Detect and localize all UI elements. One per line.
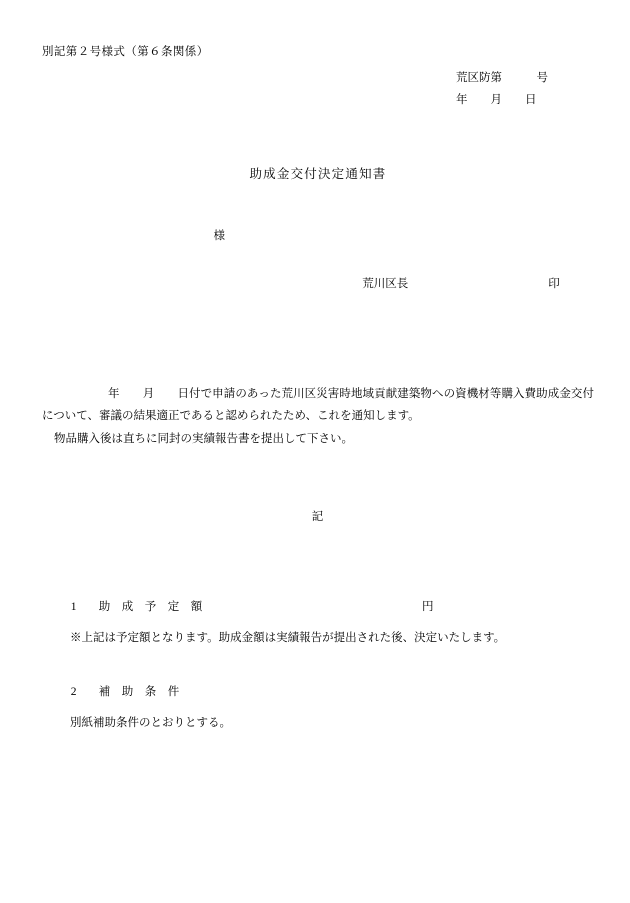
item-note: ※上記は予定額となります。助成金額は実績報告が提出された後、決定いたします。 [70,632,506,645]
item-number: 2 [70,685,77,698]
list-item [42,671,594,734]
items-list [42,586,594,733]
list-item [42,586,594,649]
body-paragraph-1: 年 月 日付で申請のあった荒川区災害時地域貢献建築物への資機材等購入費助成金交付について、審議の結果適正であると認められたため、これを通知します。 [42,387,594,423]
item-note: 別紙補助条件のとおりとする。 [70,716,231,729]
document-number-line: 荒区防第 号 [456,72,548,85]
body-text [42,383,594,450]
item-amount: 円 [422,601,434,614]
document-header-right [42,68,594,112]
item-label: 補 助 条 件 [98,685,180,698]
item-heading [42,586,594,626]
document-date-line: 年 月 日 [456,93,537,106]
body-paragraph-2: 物品購入後は直ちに同封の実績報告書を提出して下さい。 [54,432,353,445]
item-heading [42,671,594,711]
page-title: 助成金交付決定通知書 [249,166,387,181]
item-number: 1 [70,601,77,614]
issuer-line [42,263,594,303]
item-label: 助 成 予 定 額 [98,601,203,614]
issuer-name: 荒川区長 [362,277,409,290]
seal-mark: 印 [548,277,560,290]
document-body [42,44,594,864]
ki-label: 記 [311,511,325,524]
addressee-line: 様 [156,229,225,242]
form-number: 別記第２号様式（第６条関係） [42,46,209,58]
